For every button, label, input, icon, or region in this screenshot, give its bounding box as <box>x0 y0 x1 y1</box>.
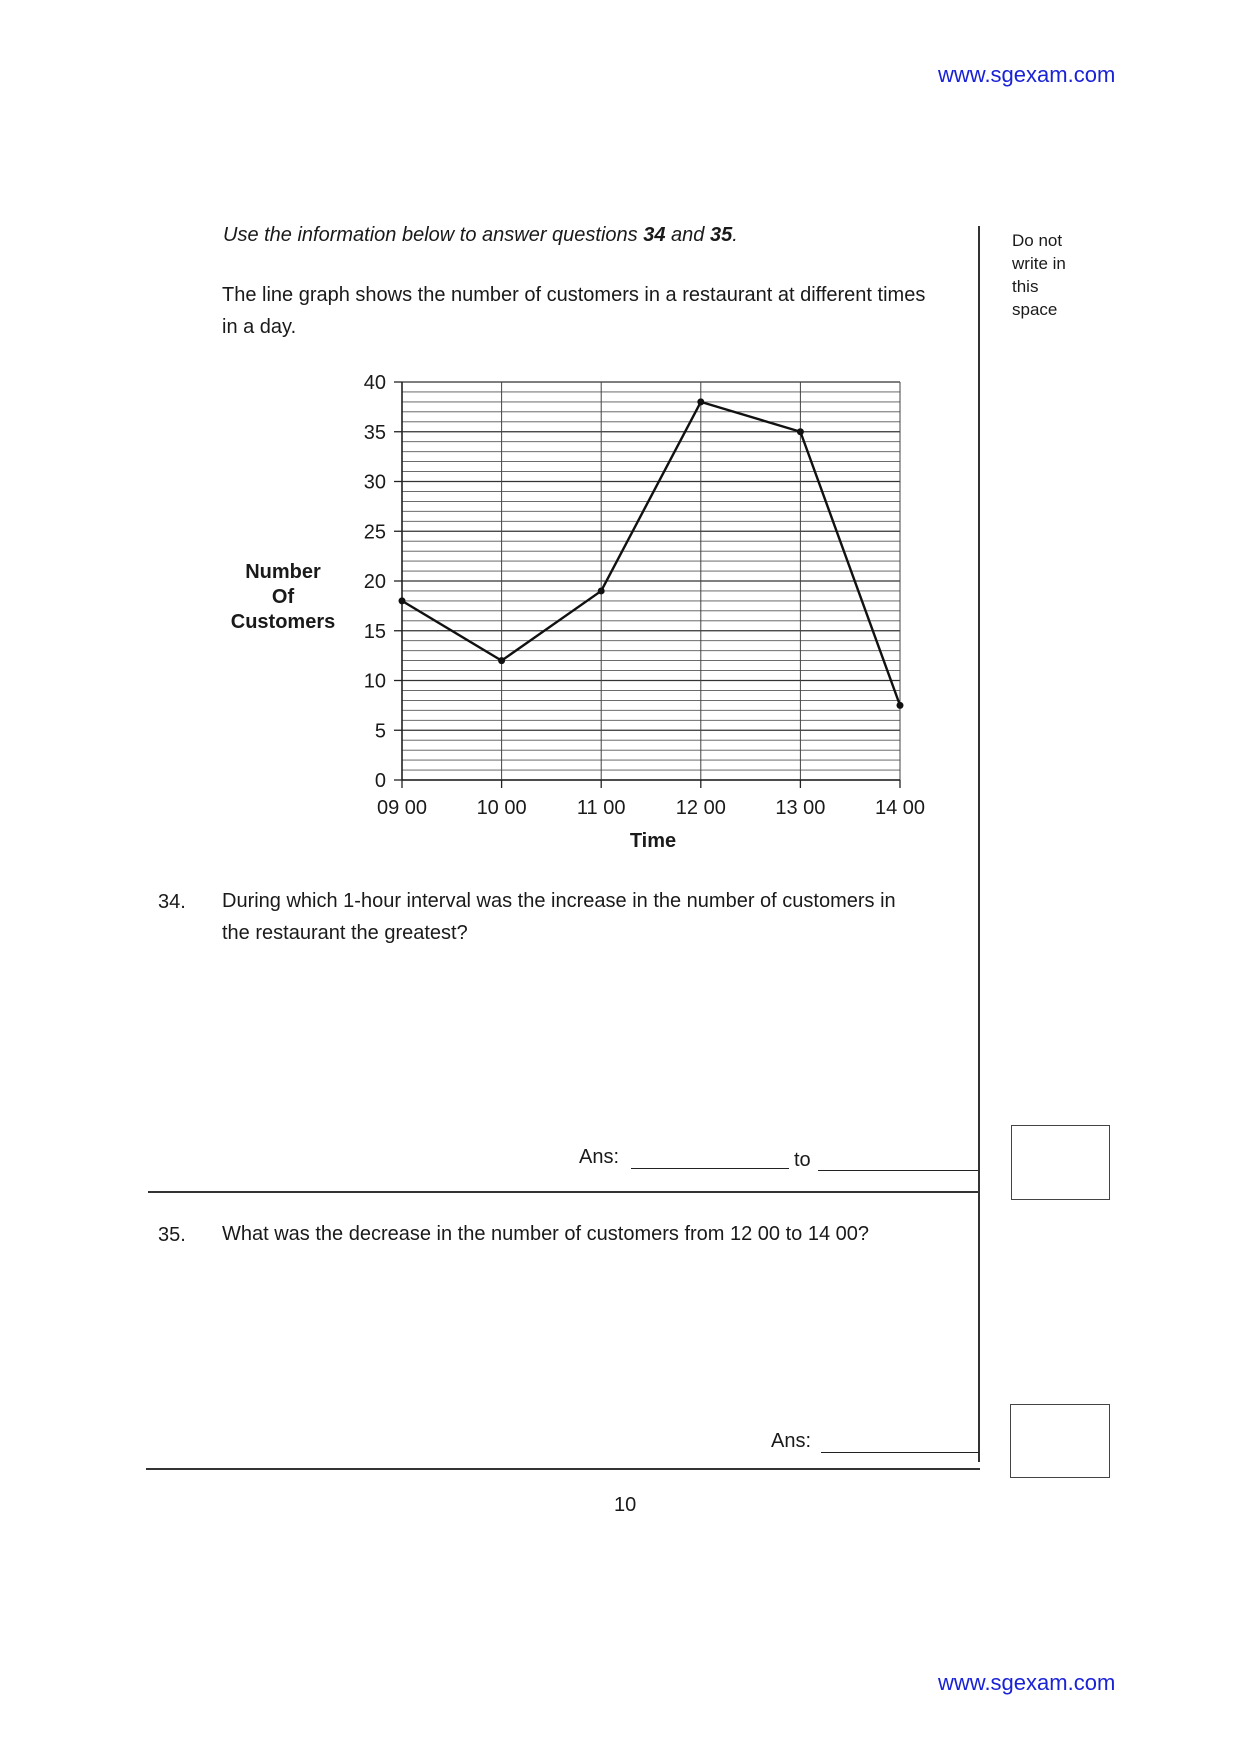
data-point <box>498 657 505 664</box>
instruction-prefix: Use the information below to answer questions <box>223 224 644 246</box>
header-site-link[interactable]: www.sgexam.com <box>938 62 1116 87</box>
question-35-answer-blank[interactable] <box>821 1452 979 1453</box>
x-tick-label: 12 00 <box>675 797 726 819</box>
data-point <box>598 587 605 594</box>
footer-site-link[interactable]: www.sgexam.com <box>938 1670 1116 1695</box>
x-tick-label: 14 00 <box>874 797 926 819</box>
question-34-separator <box>148 1191 978 1193</box>
y-tick-label: 20 <box>363 571 386 593</box>
y-axis-label-line: Number <box>245 561 321 583</box>
data-point <box>697 398 704 405</box>
question-34-line1: During which 1-hour interval was the increase in the number of customers in <box>222 890 896 912</box>
question-35-mark-box <box>1010 1404 1110 1478</box>
question-35-text: What was the decrease in the number of customers from 12 00 to 14 00? <box>222 1223 870 1245</box>
x-tick-label: 10 00 <box>476 797 527 819</box>
data-point <box>897 702 904 709</box>
y-tick-label: 15 <box>363 620 386 643</box>
instruction-and: and <box>665 224 710 246</box>
margin-note-line: Do not <box>1012 231 1063 250</box>
question-34-to-word: to <box>794 1149 811 1171</box>
customers-series-line <box>402 402 900 705</box>
page-number: 10 <box>614 1494 637 1516</box>
x-axis-label: Time <box>629 830 677 852</box>
y-tick-label: 0 <box>374 770 386 792</box>
margin-note-line: write in <box>1012 254 1066 273</box>
y-axis-label-line: Of <box>271 586 295 608</box>
margin-note-line: this <box>1012 277 1039 296</box>
graph-description-line2: in a day. <box>222 316 297 338</box>
x-tick-label: 13 00 <box>775 797 826 819</box>
question-ref-34: 34 <box>643 224 666 246</box>
graph-description-line1: The line graph shows the number of customers in a restaurant at different times <box>222 284 926 306</box>
instruction-period: . <box>732 224 738 246</box>
question-35-separator <box>146 1468 980 1470</box>
question-34-line2: the restaurant the greatest? <box>222 922 468 944</box>
y-tick-label: 25 <box>363 521 386 544</box>
data-point <box>797 428 804 435</box>
question-34-answer-blank-end[interactable] <box>818 1170 978 1171</box>
data-point <box>399 597 406 604</box>
question-ref-35: 35 <box>709 224 733 246</box>
y-axis-label-line: Customers <box>230 611 336 633</box>
x-tick-label: 09 00 <box>376 797 428 819</box>
y-tick-label: 35 <box>363 421 386 444</box>
question-34-number: 34. <box>158 891 186 913</box>
question-34-answer-blank-start[interactable] <box>631 1168 789 1169</box>
y-axis-label <box>222 560 344 635</box>
margin-note-line: space <box>1012 300 1058 319</box>
question-35-ans-label: Ans: <box>771 1430 812 1452</box>
question-35-number: 35. <box>158 1224 186 1246</box>
y-tick-label: 40 <box>363 372 386 394</box>
question-34-ans-label: Ans: <box>579 1146 620 1168</box>
x-tick-label: 11 00 <box>576 797 626 819</box>
question-34-text <box>222 885 896 949</box>
y-tick-label: 30 <box>363 471 386 494</box>
question-34-mark-box <box>1011 1125 1110 1200</box>
y-tick-label: 10 <box>363 670 386 693</box>
y-tick-label: 5 <box>374 720 386 743</box>
